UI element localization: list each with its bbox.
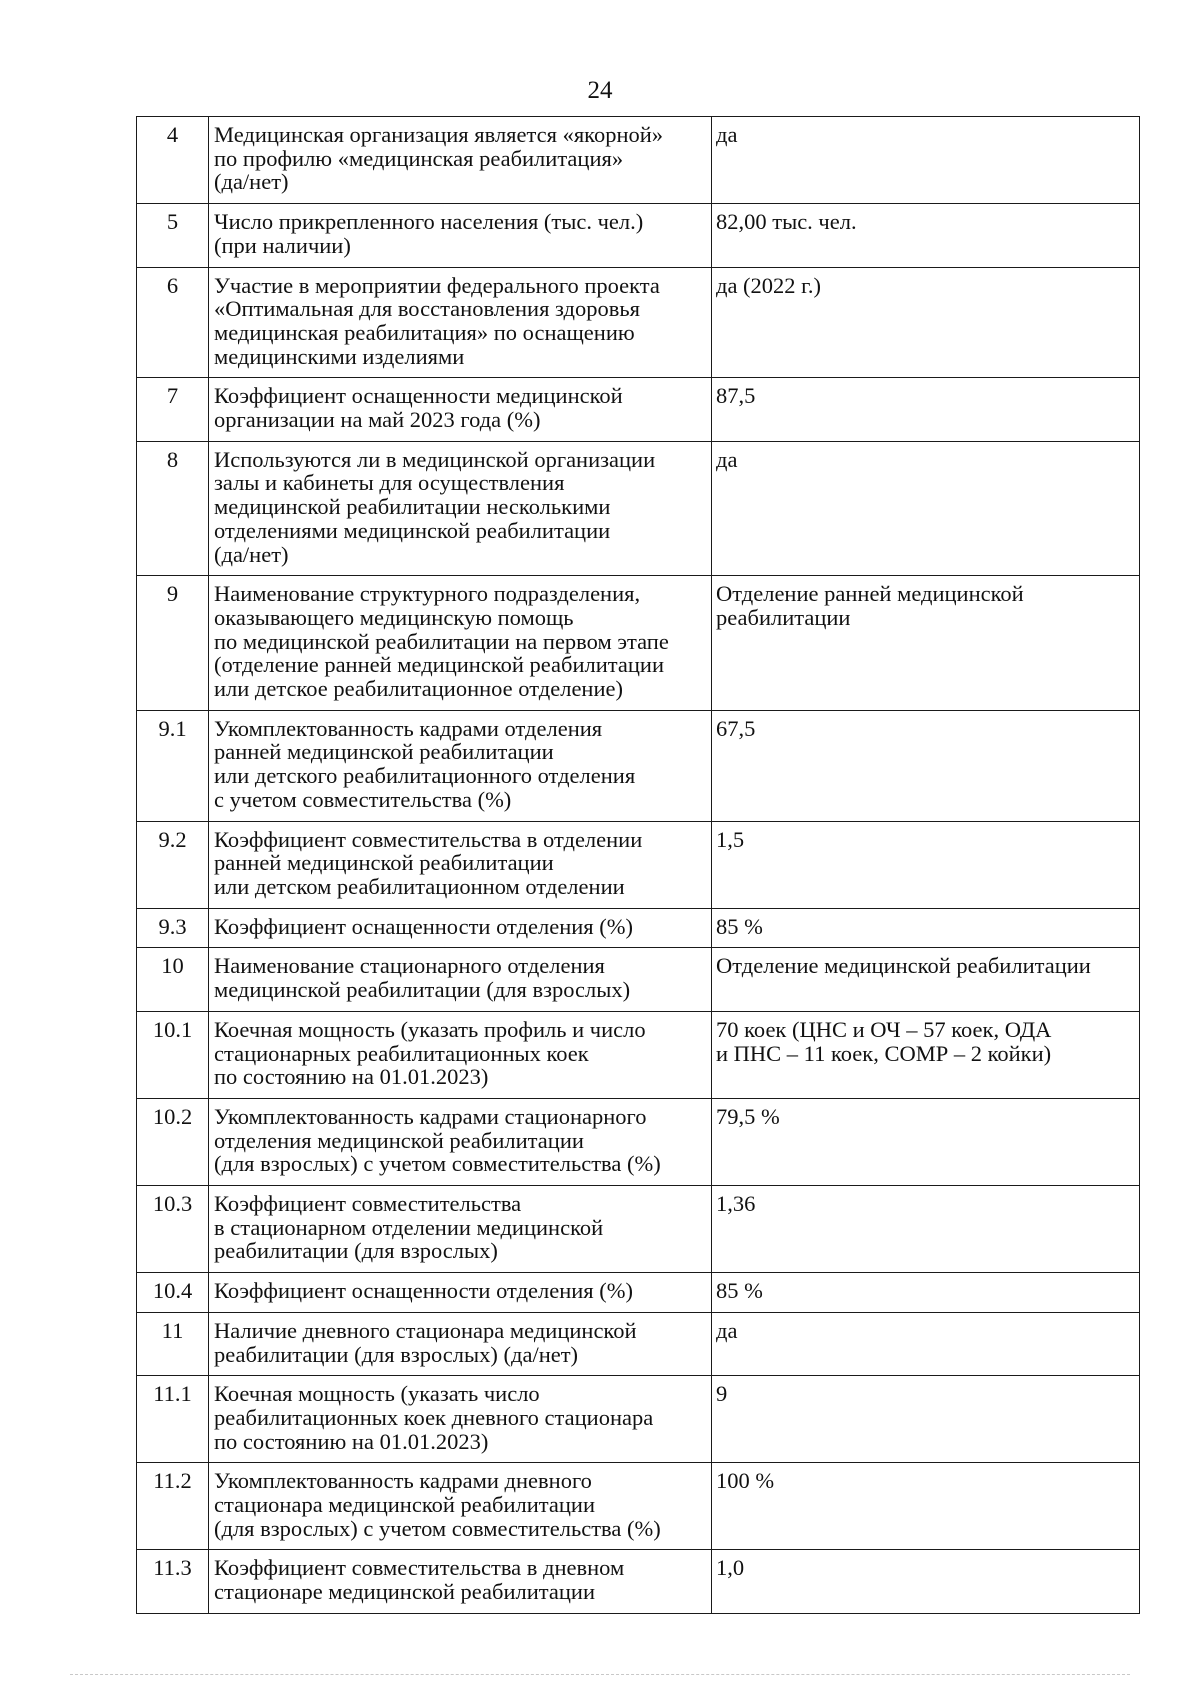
page-bottom-rule [70, 1674, 1130, 1675]
row-number: 11.2 [137, 1463, 209, 1550]
parameter-line: медицинская реабилитация» по оснащению [214, 319, 635, 345]
value-line: 70 коек (ЦНС и ОЧ – 57 коек, ОДА [716, 1016, 1052, 1042]
row-number: 10 [137, 948, 209, 1011]
value-line: 1,0 [716, 1555, 745, 1581]
parameter-line: Наличие дневного стационара медицинской [214, 1317, 637, 1343]
parameter-cell [209, 378, 712, 441]
parameter-line: Коэффициент совместительства в отделении [214, 826, 643, 852]
parameter-line: реабилитационных коек дневного стационара [214, 1404, 654, 1430]
value-cell [712, 267, 1140, 378]
parameter-line: в стационарном отделении медицинской [214, 1214, 604, 1240]
value-cell [712, 378, 1140, 441]
value-line: 85 % [716, 913, 763, 939]
value-cell [712, 1273, 1140, 1313]
value-cell [712, 1376, 1140, 1463]
parameter-cell [209, 1186, 712, 1273]
parameter-line: или детского реабилитационного отделения [214, 763, 636, 789]
row-number: 10.3 [137, 1186, 209, 1273]
parameter-line: Коечная мощность (указать число [214, 1381, 540, 1407]
value-cell [712, 441, 1140, 576]
parameter-line: ранней медицинской реабилитации [214, 850, 554, 876]
value-cell [712, 710, 1140, 821]
value-line: 1,36 [716, 1191, 756, 1217]
parameter-line: Укомплектованность кадрами стационарного [214, 1103, 647, 1129]
value-cell [712, 1098, 1140, 1185]
parameter-line: или детском реабилитационном отделении [214, 873, 625, 899]
parameter-line: ранней медицинской реабилитации [214, 739, 554, 765]
parameter-line: стационара медицинской реабилитации [214, 1492, 596, 1518]
row-number: 9.3 [137, 908, 209, 948]
parameter-line: реабилитации (для взрослых) [214, 1238, 498, 1264]
parameter-line: стационаре медицинской реабилитации [214, 1579, 596, 1605]
parameter-line: по профилю «медицинская реабилитация» [214, 145, 624, 171]
rehabilitation-data-table [136, 116, 1140, 1614]
parameter-line: Коэффициент оснащенности отделения (%) [214, 913, 634, 939]
parameter-line: отделениями медицинской реабилитации [214, 517, 611, 543]
parameter-cell [209, 1550, 712, 1613]
row-number: 6 [137, 267, 209, 378]
row-number: 5 [137, 204, 209, 267]
parameter-line: (да/нет) [214, 541, 289, 567]
parameter-line: стационарных реабилитационных коек [214, 1040, 589, 1066]
parameter-cell [209, 1312, 712, 1375]
table-row [137, 1550, 1140, 1613]
parameter-line: (для взрослых) с учетом совместительства (%) [214, 1515, 661, 1541]
value-line: Отделение ранней медицинской [716, 581, 1024, 607]
row-number: 8 [137, 441, 209, 576]
parameter-line: (да/нет) [214, 169, 289, 195]
parameter-line: Число прикрепленного населения (тыс. чел.) [214, 209, 644, 235]
value-cell [712, 821, 1140, 908]
parameter-cell [209, 204, 712, 267]
parameter-line: Коэффициент совместительства в дневном [214, 1555, 625, 1581]
value-line: да [716, 122, 738, 147]
parameter-cell [209, 1376, 712, 1463]
parameter-line: медицинской реабилитации несколькими [214, 494, 611, 520]
table-row [137, 1312, 1140, 1375]
table-row [137, 710, 1140, 821]
row-number: 10.4 [137, 1273, 209, 1313]
parameter-line: (для взрослых) с учетом совместительства (%) [214, 1151, 661, 1177]
parameter-line: Наименование стационарного отделения [214, 953, 605, 979]
parameter-line: «Оптимальная для восстановления здоровья [214, 296, 640, 322]
parameter-line: Коэффициент совместительства [214, 1191, 522, 1217]
value-cell [712, 1463, 1140, 1550]
value-cell [712, 908, 1140, 948]
value-cell [712, 1011, 1140, 1098]
page-number: 24 [587, 77, 613, 104]
value-cell [712, 1550, 1140, 1613]
parameter-line: оказывающего медицинскую помощь [214, 604, 574, 630]
parameter-cell [209, 576, 712, 711]
table-row [137, 117, 1140, 204]
value-line: 87,5 [716, 383, 756, 409]
parameter-cell [209, 1098, 712, 1185]
parameter-cell [209, 1011, 712, 1098]
parameter-line: реабилитации (для взрослых) (да/нет) [214, 1341, 579, 1367]
row-number: 7 [137, 378, 209, 441]
row-number: 10.2 [137, 1098, 209, 1185]
parameter-cell [209, 1273, 712, 1313]
value-cell [712, 1312, 1140, 1375]
parameter-line: залы и кабинеты для осуществления [214, 470, 565, 496]
parameter-line: Укомплектованность кадрами дневного [214, 1468, 592, 1494]
row-number: 9 [137, 576, 209, 711]
table-row [137, 1011, 1140, 1098]
parameter-line: отделения медицинской реабилитации [214, 1127, 584, 1153]
table-row [137, 1376, 1140, 1463]
table-row [137, 204, 1140, 267]
parameter-line: по состоянию на 01.01.2023) [214, 1064, 489, 1090]
parameter-line: по медицинской реабилитации на первом этапе [214, 628, 669, 654]
parameter-cell [209, 821, 712, 908]
parameter-line: по состоянию на 01.01.2023) [214, 1428, 489, 1454]
table-row [137, 267, 1140, 378]
parameter-cell [209, 441, 712, 576]
parameter-cell [209, 1463, 712, 1550]
value-cell [712, 204, 1140, 267]
parameter-line: Участие в мероприятии федерального проекта [214, 272, 660, 298]
table-row [137, 576, 1140, 711]
value-line: 1,5 [716, 826, 745, 852]
parameter-line: Коэффициент оснащенности медицинской [214, 383, 623, 409]
value-line: Отделение медицинской реабилитации [716, 953, 1091, 979]
parameter-line: медицинскими изделиями [214, 343, 465, 369]
table-row [137, 441, 1140, 576]
value-line: 79,5 % [716, 1103, 780, 1129]
parameter-line: Укомплектованность кадрами отделения [214, 715, 603, 741]
row-number: 9.2 [137, 821, 209, 908]
table-row [137, 1098, 1140, 1185]
value-line: 85 % [716, 1278, 763, 1304]
parameter-line: организации на май 2023 года (%) [214, 407, 541, 433]
row-number: 11 [137, 1312, 209, 1375]
parameter-cell [209, 267, 712, 378]
value-line: реабилитации [716, 604, 851, 630]
parameter-line: Медицинская организация является «якорной» [214, 122, 664, 147]
value-line: да [716, 446, 738, 472]
table-row [137, 821, 1140, 908]
parameter-line: Коэффициент оснащенности отделения (%) [214, 1278, 634, 1304]
parameter-line: Наименование структурного подразделения, [214, 581, 641, 607]
parameter-line: или детское реабилитационное отделение) [214, 676, 623, 702]
value-cell [712, 576, 1140, 711]
parameter-line: с учетом совместительства (%) [214, 786, 512, 812]
parameter-cell [209, 948, 712, 1011]
row-number: 11.1 [137, 1376, 209, 1463]
table-row [137, 1273, 1140, 1313]
row-number: 10.1 [137, 1011, 209, 1098]
parameter-cell [209, 908, 712, 948]
value-line: да [716, 1317, 738, 1343]
value-line: 100 % [716, 1468, 775, 1494]
parameter-cell [209, 710, 712, 821]
value-line: 9 [716, 1381, 728, 1407]
table-row [137, 908, 1140, 948]
value-line: да (2022 г.) [716, 272, 821, 298]
parameter-cell [209, 117, 712, 204]
value-cell [712, 1186, 1140, 1273]
parameter-line: Используются ли в медицинской организации [214, 446, 656, 472]
row-number: 9.1 [137, 710, 209, 821]
parameter-line: медицинской реабилитации (для взрослых) [214, 977, 631, 1003]
parameter-line: (при наличии) [214, 232, 351, 258]
table-row [137, 948, 1140, 1011]
table-row [137, 1463, 1140, 1550]
parameter-line: (отделение ранней медицинской реабилитации [214, 652, 664, 678]
row-number: 11.3 [137, 1550, 209, 1613]
parameter-line: Коечная мощность (указать профиль и число [214, 1016, 646, 1042]
table-row [137, 1186, 1140, 1273]
value-cell [712, 948, 1140, 1011]
value-line: и ПНС – 11 коек, СОМР – 2 койки) [716, 1040, 1052, 1066]
row-number: 4 [137, 117, 209, 204]
table-row [137, 378, 1140, 441]
value-line: 82,00 тыс. чел. [716, 209, 857, 235]
value-line: 67,5 [716, 715, 756, 741]
value-cell [712, 117, 1140, 204]
